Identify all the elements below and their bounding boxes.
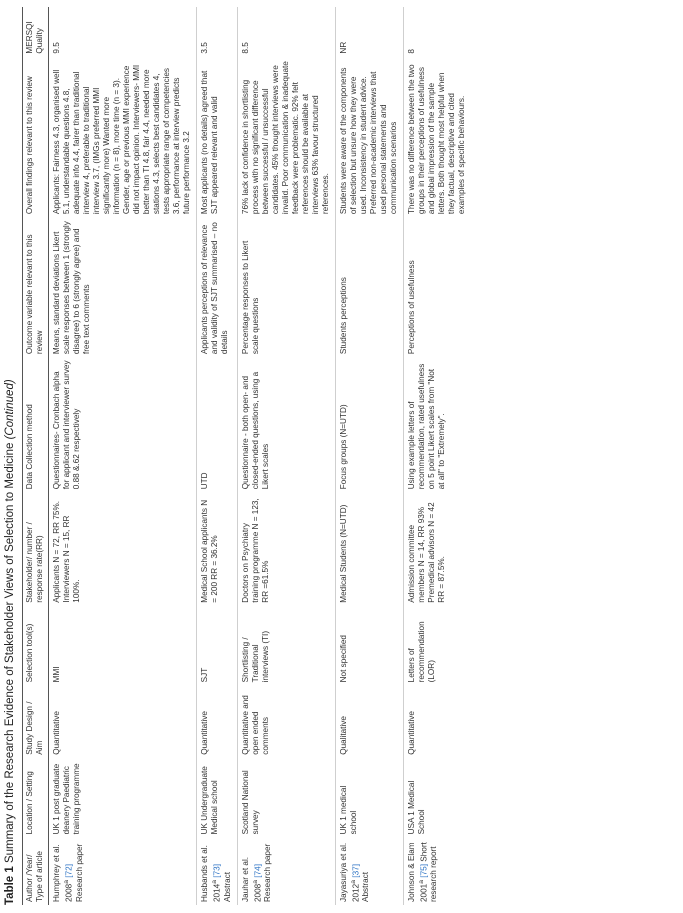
cell-location: UK Undergraduate Medical school bbox=[197, 758, 238, 838]
cell-tools: Letters of recommendation (LOR) bbox=[406, 621, 436, 683]
cell-stakeholder: Doctors on Psychiatry training programme N = 123, RR =61.5% bbox=[237, 492, 335, 605]
cell-tools: Shortlisting / Traditional interviews (TI) bbox=[237, 606, 335, 686]
cell-design: Quantitative bbox=[49, 685, 197, 757]
cell-findings: There was no difference between the two groups in their perceptions of usefulness and global impression of the sample letters. Both thought most helpful when they factual, descriptive and cited examples of specific behaviours. bbox=[406, 64, 466, 215]
cell-design: Quantitative bbox=[406, 711, 416, 755]
table-continued: (Continued) bbox=[4, 379, 16, 440]
cell-outcome: Applicants perceptions of relevance and validity of SJT summarised – no details bbox=[197, 217, 238, 357]
cell-author: Jayasuriya et al. 2012$^a$ [37] Abstract bbox=[335, 837, 403, 905]
header-row bbox=[23, 7, 49, 905]
cell-author: Johnson & Elam 2001$^a$ [75] Short research report bbox=[406, 842, 439, 902]
cell-location: UK 1 post graduate deanery Paediatric training programme bbox=[49, 758, 197, 838]
reference-link[interactable]: [73] bbox=[212, 864, 222, 878]
cell-findings: Students were aware of the components of selection but unsure how they were used. Inconsistency in student advice. Preferred non-academic interviews that used personal statements and communication scenarios bbox=[335, 57, 403, 218]
col-header-author: Author /Year/ Type of article bbox=[23, 837, 49, 905]
author-name: Jauhar et al. 2008 bbox=[240, 856, 263, 902]
col-header-outcome: Outcome variable relevant to this review bbox=[23, 217, 49, 357]
cell-author: Husbands et al. 2014$^a$ [73] Abstract bbox=[197, 837, 238, 905]
cell-location: UK 1 medical school bbox=[335, 758, 403, 838]
cell-author: Jauhar et al. 2008$^a$ [74] Research paper bbox=[237, 837, 335, 905]
cell-quality: NR bbox=[335, 7, 403, 57]
table-row bbox=[403, 7, 471, 905]
table-row bbox=[197, 7, 238, 905]
col-header-quality: MERSQI Quality bbox=[23, 7, 49, 57]
evidence-table bbox=[22, 7, 471, 905]
cell-method: Questionnaires- Cronbach alpha for applicant and interviewer survey 0.88 &.62 respectively bbox=[49, 357, 197, 492]
col-header-findings: Overall findings relevant to this review bbox=[23, 57, 49, 218]
reference-link[interactable]: [72] bbox=[64, 864, 74, 878]
table-row bbox=[49, 7, 197, 905]
cell-outcome: Means, standard deviations Likert scale responses between 1 (strongly disagree) to 6 (strongly agree) and free text comments bbox=[49, 217, 197, 357]
col-header-stakeholder: Stakeholder/ number / response rate(RR) bbox=[23, 492, 49, 605]
cell-design: Quantitative and open ended comments bbox=[237, 685, 335, 757]
cell-tools: Not specified bbox=[335, 606, 403, 686]
reference-link[interactable]: [75] bbox=[419, 864, 429, 878]
table-label: Table 1 bbox=[4, 866, 16, 905]
article-type: Short research report bbox=[419, 842, 439, 902]
article-type: Research paper bbox=[263, 843, 273, 902]
col-header-location: Location / Setting bbox=[23, 758, 49, 838]
col-header-design: Study Design / Aim bbox=[23, 685, 49, 757]
cell-quality: 9.5 bbox=[49, 7, 197, 57]
cell-findings: Most applicants (no details) agreed that SJT appeared relevant and valid bbox=[197, 57, 238, 218]
author-name: Husbands et al. 2014 bbox=[200, 845, 222, 902]
author-name: Johnson & Elam 2001 bbox=[406, 842, 429, 902]
reference-link[interactable]: [37] bbox=[351, 864, 361, 878]
cell-stakeholder: Applicants N = 72, RR 75%. Interviewers N = 15, RR 100%. bbox=[49, 492, 197, 605]
cell-location: USA 1 Medical School bbox=[406, 780, 426, 835]
cell-quality: 8.5 bbox=[237, 7, 335, 57]
cell-tools: SJT bbox=[197, 606, 238, 686]
cell-design: Qualitative bbox=[335, 685, 403, 757]
table-caption bbox=[4, 379, 16, 905]
cell-findings: Applicants: Fairness 4.3, organised well 5.1, understandable questions 4.8, adequate info 4.4, fairer than traditional interview 4, preferable to traditional interview 3.7, (IMGs preferred MMI significantly more) Wanted more information (n = 8), more time (n = 3). Gender, age or previous MMI experience did not impact opinion. Interviewers- MMI better than TI 4.8, fair 4.4, needed more stations 4.3, selects best candidates 4, tests appropriate range of competencies 3.6, performance at interview predicts future performance 3.2 bbox=[49, 57, 197, 218]
cell-outcome: Percentage responses to Likert scale questions bbox=[237, 217, 335, 357]
cell-method: Using example letters of recommendation, rated usefulness on 5 point Likert scales from "Not at all" to "Extremely". bbox=[406, 363, 446, 490]
table-row bbox=[335, 7, 403, 905]
cell-findings: 76% lack of confidence in shortlisting process with no significant difference between successful / unsuccessful candidates. 45% thought interviews were invalid. Poor communication & inadequate feedback were problematic. 92% felt references should be available at interviews 63% favour structured references. bbox=[237, 57, 335, 218]
cell-location: Scotland National survey bbox=[237, 758, 335, 838]
article-type: Abstract bbox=[361, 871, 371, 902]
author-name: Jayasuriya et al. 2012 bbox=[338, 842, 361, 902]
article-type: Abstract bbox=[222, 871, 232, 902]
col-header-method: Data Collection method bbox=[23, 357, 49, 492]
cell-quality: 8 bbox=[406, 49, 416, 54]
reference-link[interactable]: [74] bbox=[253, 864, 263, 878]
cell-stakeholder: Medical Students (N=UTD) bbox=[335, 492, 403, 605]
article-type: Research paper bbox=[74, 843, 84, 902]
table-title: Summary of the Research Evidence of Stakeholder Views of Selection to Medicine bbox=[4, 442, 16, 864]
cell-quality: 3.5 bbox=[197, 7, 238, 57]
cell-author: Humphrey et al. 2008$^a$ [72] Research paper bbox=[49, 837, 197, 905]
cell-method: Focus groups (N=UTD) bbox=[335, 357, 403, 492]
cell-method: Questionnaire - both open- and closed-ended questions, using a Likert scales bbox=[237, 357, 335, 492]
author-name: Humphrey et al. 2008 bbox=[52, 844, 74, 902]
cell-method: UTD bbox=[197, 357, 238, 492]
cell-outcome: Perceptions of usefulness bbox=[406, 260, 416, 355]
cell-stakeholder: Medical School applicants N = 200 RR = 36.2% bbox=[197, 492, 238, 605]
cell-design: Quantitative bbox=[197, 685, 238, 757]
cell-stakeholder: Admission committee members N = 14, RR 93% Premedical advisors N = 42 RR = 87.5%. bbox=[406, 502, 446, 603]
table-row bbox=[237, 7, 335, 905]
cell-tools: MMI bbox=[49, 606, 197, 686]
cell-outcome: Students perceptions bbox=[335, 217, 403, 357]
col-header-tools: Selection tool(s) bbox=[23, 606, 49, 686]
